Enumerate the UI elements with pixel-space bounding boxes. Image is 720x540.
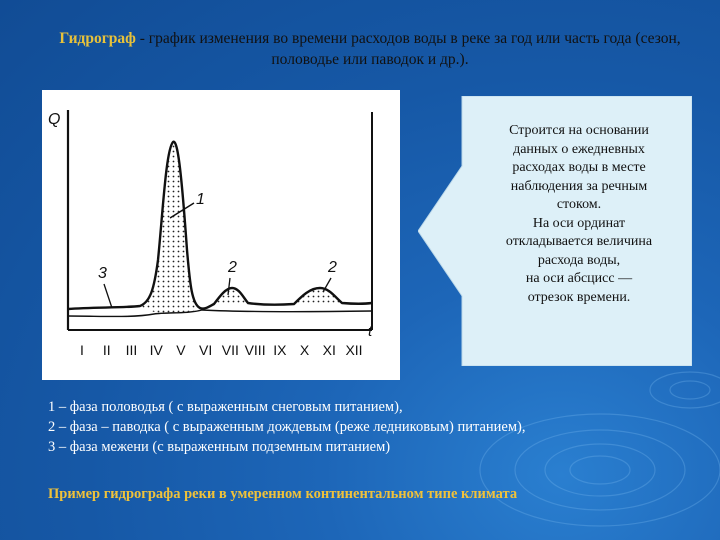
legend-item: 2 – фаза – паводка ( с выраженным дождевым (реже ледниковым) питанием), bbox=[48, 419, 526, 435]
callout-line: данных о ежедневных bbox=[513, 141, 645, 157]
phase-3-label: 3 bbox=[98, 265, 107, 282]
x-axis-label: t bbox=[368, 323, 373, 340]
info-callout bbox=[418, 96, 692, 366]
legend-item: 3 – фаза межени (с выраженным подземным питанием) bbox=[48, 439, 391, 455]
phase-legend bbox=[48, 397, 708, 457]
callout-line: откладывается величина bbox=[505, 234, 653, 249]
month-tick-label: II bbox=[102, 342, 111, 358]
month-tick-label: VI bbox=[199, 342, 213, 358]
month-tick-label: I bbox=[80, 342, 84, 358]
month-tick-label: XI bbox=[322, 342, 336, 358]
callout-line: На оси ординат bbox=[532, 215, 626, 231]
callout-line: наблюдения за речным bbox=[510, 178, 648, 194]
month-tick-label: IV bbox=[149, 342, 163, 358]
month-tick-label: VIII bbox=[244, 342, 266, 358]
month-tick-label: VII bbox=[221, 342, 239, 358]
callout-line: отрезок времени. bbox=[527, 289, 631, 305]
month-labels bbox=[80, 342, 363, 358]
label-3-leader bbox=[104, 284, 112, 308]
month-tick-label: III bbox=[125, 342, 138, 358]
title-definition: - график изменения во времени расходов воды в реке за год или часть года (сезон, половодье или паводок и др.). bbox=[135, 30, 681, 68]
phase-2a-label: 2 bbox=[228, 259, 237, 276]
month-tick-label: XII bbox=[345, 342, 363, 358]
legend-item: 1 – фаза половодья ( с выраженным снеговым питанием), bbox=[48, 399, 403, 415]
y-axis-label: Q bbox=[48, 111, 61, 128]
example-caption: Пример гидрографа реки в умеренном континентальном типе климата bbox=[48, 486, 518, 502]
callout-line: расходах воды в месте bbox=[512, 160, 646, 175]
baseflow-line bbox=[68, 310, 372, 317]
phase-1-label: 1 bbox=[196, 191, 205, 208]
month-tick-label: IX bbox=[273, 342, 287, 358]
month-tick-label: V bbox=[176, 342, 186, 358]
callout-text bbox=[474, 122, 684, 307]
phase-2b-label: 2 bbox=[328, 259, 337, 276]
callout-line: Строится на основании bbox=[509, 123, 649, 138]
month-tick-label: X bbox=[299, 342, 310, 358]
title-term: Гидрограф bbox=[59, 30, 136, 47]
callout-line: стоком. bbox=[556, 197, 602, 212]
hydrograph-line bbox=[68, 142, 372, 309]
callout-line: на оси абсцисс — bbox=[525, 271, 633, 286]
slide-title bbox=[40, 28, 700, 70]
hydrograph-diagram bbox=[42, 90, 400, 380]
callout-line: расхода воды, bbox=[537, 252, 621, 268]
